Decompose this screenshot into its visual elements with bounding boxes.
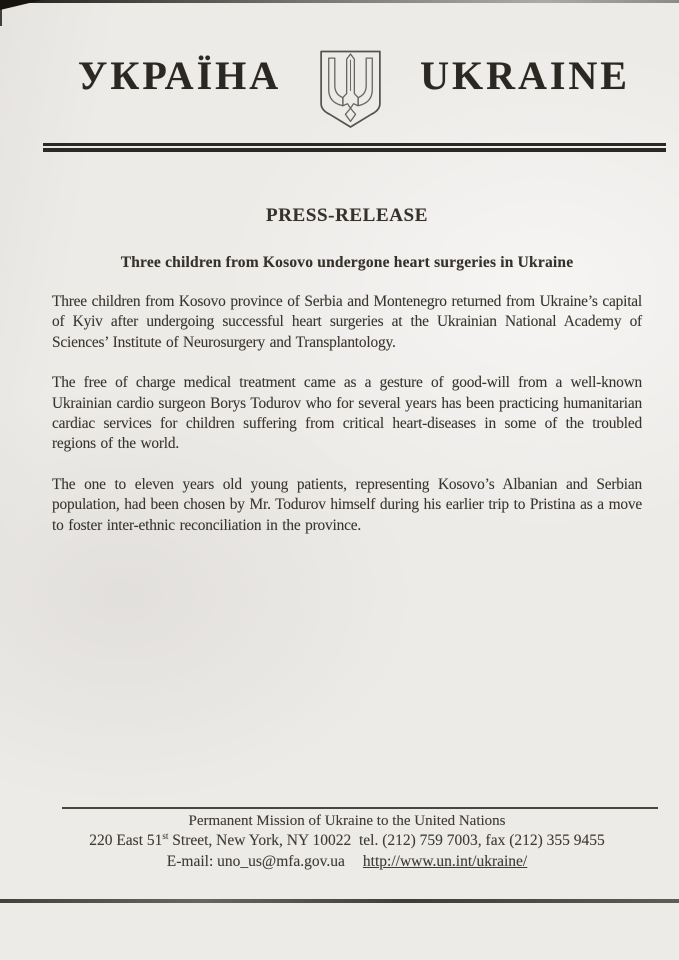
press-release-title: PRESS-RELEASE — [266, 205, 428, 226]
press-release-body — [52, 152, 642, 536]
paragraph-3: The one to eleven years old young patients, representing Kosovo’s Albanian and Serbian population, had been chosen by Mr. Todurov himself during his earlier trip to Pristina as a move to foster inter-ethnic reconciliation in the province. — [52, 475, 642, 534]
paragraph-2: The free of charge medical treatment came as a gesture of good-will from a well-known Ukrainian cardio surgeon Borys Todurov who for several years has been practicing humanitarian cardiac services for children suffering from critical heart-diseases in some of the troubled regions of the world. — [52, 374, 642, 453]
scan-artifact-bottom-edge — [0, 899, 679, 903]
ukraine-trident-icon — [319, 50, 382, 128]
scan-artifact-top-edge — [0, 0, 679, 3]
scan-artifact-left-edge — [0, 0, 2, 26]
footer-divider — [62, 807, 658, 809]
footer-address-suffix: Street, New York, NY 10022 tel. (212) 759 7003, fax (212) 355 9455 — [168, 832, 605, 849]
letterhead-title-ukrainian: УКРАЇНА — [78, 53, 282, 98]
paragraph-1: Three children from Kosovo province of Serbia and Montenegro returned from Ukraine’s capital of Kyiv after undergoing successful heart surgeries at the Ukrainian National Academy of Sciences’ Institute of Neurosurgery and Transplantology. — [52, 293, 642, 351]
footer-address-prefix: 220 East 51 — [89, 832, 163, 849]
letterhead-title-english: UKRAINE — [420, 53, 630, 98]
footer-email-label: E-mail: — [166, 853, 218, 870]
letterhead-divider — [43, 143, 666, 152]
headline: Three children from Kosovo undergone heart surgeries in Ukraine — [120, 254, 574, 271]
footer-address-line — [52, 831, 642, 851]
footer-email: uno_us@mfa.gov.ua — [217, 853, 345, 870]
footer-contact-line — [52, 851, 642, 872]
footer-url-link[interactable]: http://www.un.int/ukraine/ — [362, 853, 528, 870]
footer-address-ordinal: st — [162, 830, 169, 841]
footer-org-line: Permanent Mission of Ukraine to the United Nations — [188, 813, 506, 829]
scan-artifact-corner-wedge — [0, 0, 42, 10]
footer — [52, 811, 642, 872]
emblem — [319, 50, 382, 128]
letterhead — [78, 44, 630, 128]
